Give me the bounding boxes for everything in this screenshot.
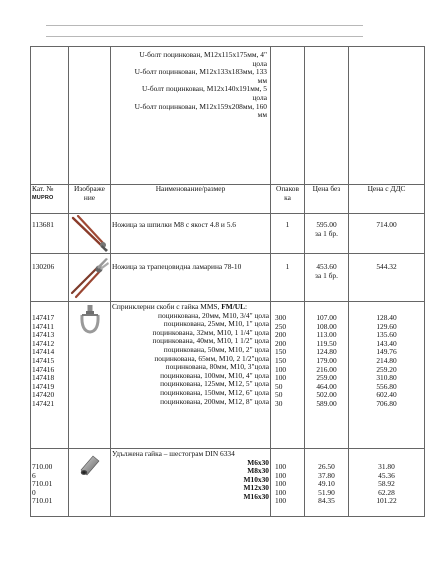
cont-line: U-болт поцинкован, M12x115x175мм, 4"	[139, 50, 267, 59]
nut-codes	[31, 449, 69, 517]
name-line: M6x30	[247, 457, 269, 467]
cont-line: мм	[257, 110, 267, 120]
table-row	[31, 214, 425, 254]
price-line: 108.00	[316, 321, 337, 331]
vat-line: 129.60	[376, 321, 397, 331]
header-qty: Опаков ка	[271, 185, 305, 214]
price-line: 37.80	[318, 470, 335, 480]
header-image: Изображе ние	[69, 185, 111, 214]
code-line: 147412	[32, 338, 55, 348]
continuation-names	[111, 47, 271, 185]
table-row	[31, 302, 425, 449]
header-price: Цена без	[305, 185, 349, 214]
vat-line: 143.40	[376, 338, 397, 348]
top-rule-1	[46, 25, 363, 26]
header-code-label: Кат. №	[32, 184, 54, 193]
name-line: поцинкована, 50мм, M10, 2" цола	[163, 344, 269, 354]
name-line: поцинкована, 40мм, M10, 1 1/2" цола	[152, 336, 269, 346]
code-line: 710.01	[32, 496, 53, 506]
name-line: поцинкована, 100мм, M10, 4" цола	[160, 370, 269, 380]
cont-line: U-болт поцинкован, M12x159x208мм, 160	[134, 101, 267, 111]
name-line: поцинкована, 20мм, M10, 3/4" цола	[158, 310, 269, 320]
sprinkler-title: Спринклерни скоби с гайка MMS, FM/UL:	[112, 302, 248, 311]
row-qty: 1	[271, 214, 305, 254]
cell-empty	[69, 47, 111, 185]
row-name: Ножица за трапецовидна ламарина 78-10	[111, 254, 271, 302]
code-line: 147419	[32, 381, 55, 391]
code-line: 147416	[32, 364, 55, 374]
vat-line: 128.40	[376, 313, 397, 322]
cell-empty	[305, 47, 349, 185]
vat-line: 62.28	[378, 487, 395, 497]
qty-line: 100	[275, 479, 287, 489]
vat-line: 259.20	[376, 364, 397, 374]
name-line: M16x30	[243, 491, 269, 501]
qty-line: 50	[275, 390, 283, 400]
nut-vat	[349, 449, 425, 517]
vat-line: 556.80	[376, 381, 397, 391]
nut-price	[305, 449, 349, 517]
name-line: поцинкована, 65мм, M10, 2 1/2"цола	[154, 353, 269, 363]
row-code: 130206	[31, 254, 69, 302]
cont-line: U-болт поцинкован, M12x140x191мм, 5	[142, 84, 267, 94]
row-image	[69, 449, 111, 517]
sprinkler-vat	[349, 302, 425, 449]
price-line: 124.80	[316, 347, 337, 357]
code-line: 710.01	[32, 479, 53, 489]
cell-empty	[31, 47, 69, 185]
qty-line: 150	[275, 347, 287, 357]
row-price-note: за 1 бр.	[315, 270, 338, 280]
code-line: 147415	[32, 355, 55, 365]
name-line: поцинкована, 150мм, M12, 6" цола	[160, 387, 269, 397]
table-row	[31, 449, 425, 517]
qty-line: 100	[275, 462, 287, 471]
vat-line: 101.22	[376, 496, 397, 506]
name-line: поцинкована, 125мм, M12, 5" цола	[160, 379, 269, 389]
qty-line: 50	[275, 381, 283, 391]
cell-empty	[349, 47, 425, 185]
name-line: M10x30	[243, 474, 269, 484]
code-line: 710.00	[32, 462, 53, 471]
header-row	[31, 185, 425, 214]
cell-empty	[271, 47, 305, 185]
code-line: 6	[32, 470, 36, 480]
cont-line: цола	[252, 92, 267, 102]
qty-line: 100	[275, 364, 287, 374]
sprinkler-names	[111, 302, 271, 449]
header-name: Наименование/размер	[111, 185, 271, 214]
code-line: 147418	[32, 373, 55, 383]
qty-line: 300	[275, 313, 287, 322]
nut-title: Удължена гайка – шестограм DIN 6334	[112, 449, 235, 458]
shears-image	[70, 255, 110, 299]
continuation-row	[31, 47, 425, 185]
price-line: 84.35	[318, 496, 335, 506]
price-line: 119.50	[316, 338, 337, 348]
row-vat: 714.00	[349, 214, 425, 254]
qty-line: 30	[275, 398, 283, 408]
row-price: 453.60	[316, 262, 337, 271]
row-code: 113681	[31, 214, 69, 254]
price-line: 113.00	[316, 330, 337, 340]
price-line: 464.00	[316, 381, 337, 391]
name-line: поцинкована, 200мм, M12, 8" цола	[160, 396, 269, 406]
vat-line: 31.80	[378, 462, 395, 471]
cont-line: U-болт поцинкован, M12x133x183мм, 133	[134, 67, 267, 77]
price-line: 49.10	[318, 479, 335, 489]
name-line: M12x30	[243, 483, 269, 493]
vat-line: 135.60	[376, 330, 397, 340]
price-line: 502.00	[316, 390, 337, 400]
cont-line: мм	[257, 75, 267, 85]
vat-line: 602.40	[376, 390, 397, 400]
price-line: 51.90	[318, 487, 335, 497]
sprinkler-hanger-image	[75, 304, 105, 334]
row-price-cell	[305, 254, 349, 302]
code-line: 147417	[32, 313, 55, 322]
cont-line: цола	[252, 58, 267, 68]
sprinkler-price	[305, 302, 349, 449]
table-row	[31, 254, 425, 302]
sprinkler-title-bold: FM/UL	[221, 302, 246, 311]
vat-line: 214.80	[376, 355, 397, 365]
code-line: 147411	[32, 321, 54, 331]
row-image	[69, 214, 111, 254]
code-line: 147421	[32, 398, 55, 408]
sprinkler-title-text: Спринклерни скоби с гайка MMS,	[112, 302, 220, 311]
code-line: 147420	[32, 390, 55, 400]
vat-line: 149.76	[376, 347, 397, 357]
qty-line: 200	[275, 330, 287, 340]
price-line: 259.00	[316, 373, 337, 383]
row-image	[69, 254, 111, 302]
name-line: поцинкована, 32мм, M10, 1 1/4" цола	[152, 327, 269, 337]
vat-line: 58.92	[378, 479, 395, 489]
row-name: Ножица за шпилки M8 с якост 4.8 и 5.6	[111, 214, 271, 254]
brand-logo: MUPRO	[32, 194, 54, 201]
header-code	[31, 185, 69, 214]
price-line: 107.00	[316, 313, 337, 322]
qty-line: 250	[275, 321, 287, 331]
header-vat: Цена с ДДС	[349, 185, 425, 214]
sprinkler-qty	[271, 302, 305, 449]
code-line: 0	[32, 487, 36, 497]
sprinkler-codes	[31, 302, 69, 449]
nut-names	[111, 449, 271, 517]
top-rule-2	[46, 36, 363, 37]
row-qty: 1	[271, 254, 305, 302]
vat-line: 45.36	[378, 470, 395, 480]
price-line: 589.00	[316, 398, 337, 408]
price-line: 179.00	[316, 355, 337, 365]
row-price: 595.00	[316, 220, 337, 229]
code-line: 147413	[32, 330, 55, 340]
price-line: 26.50	[318, 462, 335, 471]
vat-line: 310.80	[376, 373, 397, 383]
bolt-cutter-image	[70, 215, 110, 253]
row-vat: 544.32	[349, 254, 425, 302]
price-table	[30, 46, 425, 517]
name-line: M8x30	[247, 466, 269, 476]
name-line: поцинкована, 80мм, M10, 3"цола	[165, 362, 269, 372]
nut-qty	[271, 449, 305, 517]
row-price-note: за 1 бр.	[315, 228, 338, 238]
qty-line: 150	[275, 355, 287, 365]
coupling-nut-image	[77, 452, 103, 478]
qty-line: 100	[275, 487, 287, 497]
qty-line: 100	[275, 373, 287, 383]
qty-line: 100	[275, 470, 287, 480]
price-line: 216.00	[316, 364, 337, 374]
code-line: 147414	[32, 347, 55, 357]
vat-line: 706.80	[376, 398, 397, 408]
qty-line: 200	[275, 338, 287, 348]
row-image	[69, 302, 111, 449]
name-line: поцинкована, 25мм, M10, 1" цола	[163, 319, 269, 329]
row-price-cell	[305, 214, 349, 254]
qty-line: 100	[275, 496, 287, 506]
